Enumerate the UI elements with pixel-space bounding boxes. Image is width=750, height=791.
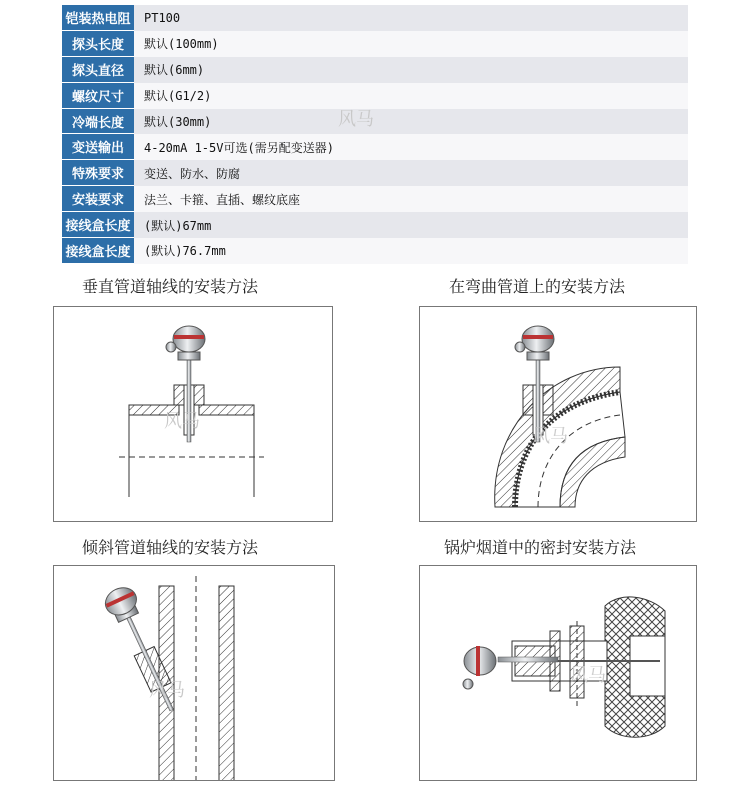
spec-key: 接线盒长度 <box>62 212 134 238</box>
diagram-inclined-pipe <box>53 565 335 781</box>
spec-value: 默认(100mm) <box>134 31 688 57</box>
spec-key: 特殊要求 <box>62 160 134 186</box>
spec-row <box>62 212 688 238</box>
diagram-curved-pipe <box>419 306 697 522</box>
spec-key: 探头直径 <box>62 57 134 83</box>
spec-key: 变送输出 <box>62 134 134 160</box>
spec-key: 探头长度 <box>62 31 134 57</box>
watermark: 风马 <box>164 411 200 432</box>
spec-row <box>62 134 688 160</box>
watermark: 风马 <box>149 680 185 701</box>
caption-curved: 在弯曲管道上的安装方法 <box>449 277 626 296</box>
spec-row <box>62 160 688 186</box>
spec-key: 安装要求 <box>62 186 134 212</box>
watermark: 风马 <box>338 109 374 130</box>
watermark: 风马 <box>532 426 568 447</box>
spec-row <box>62 5 688 31</box>
spec-value: 默认(30mm) <box>134 109 688 135</box>
caption-vertical: 垂直管道轴线的安装方法 <box>82 277 259 296</box>
spec-value: 默认(6mm) <box>134 57 688 83</box>
spec-row <box>62 83 688 109</box>
watermark: 风马 <box>570 665 606 686</box>
diagram-vertical-pipe <box>53 306 333 522</box>
diagram-boiler-flue <box>419 565 697 781</box>
spec-value: 4-20mA 1-5V可选(需另配变送器) <box>134 134 688 160</box>
spec-key: 接线盒长度 <box>62 238 134 264</box>
spec-row <box>62 31 688 57</box>
spec-table <box>62 5 688 264</box>
caption-inclined: 倾斜管道轴线的安装方法 <box>82 538 259 557</box>
spec-value: 变送、防水、防腐 <box>134 160 688 186</box>
spec-key: 冷端长度 <box>62 109 134 135</box>
spec-value: PT100 <box>134 5 688 31</box>
spec-row <box>62 57 688 83</box>
spec-value: 默认(G1/2) <box>134 83 688 109</box>
spec-key: 铠装热电阻 <box>62 5 134 31</box>
spec-row <box>62 186 688 212</box>
spec-value: (默认)76.7mm <box>134 238 688 264</box>
spec-value: 法兰、卡箍、直插、螺纹底座 <box>134 186 688 212</box>
caption-boiler: 锅炉烟道中的密封安装方法 <box>444 538 637 557</box>
spec-key: 螺纹尺寸 <box>62 83 134 109</box>
spec-row <box>62 109 688 135</box>
spec-row <box>62 238 688 264</box>
spec-value: (默认)67mm <box>134 212 688 238</box>
